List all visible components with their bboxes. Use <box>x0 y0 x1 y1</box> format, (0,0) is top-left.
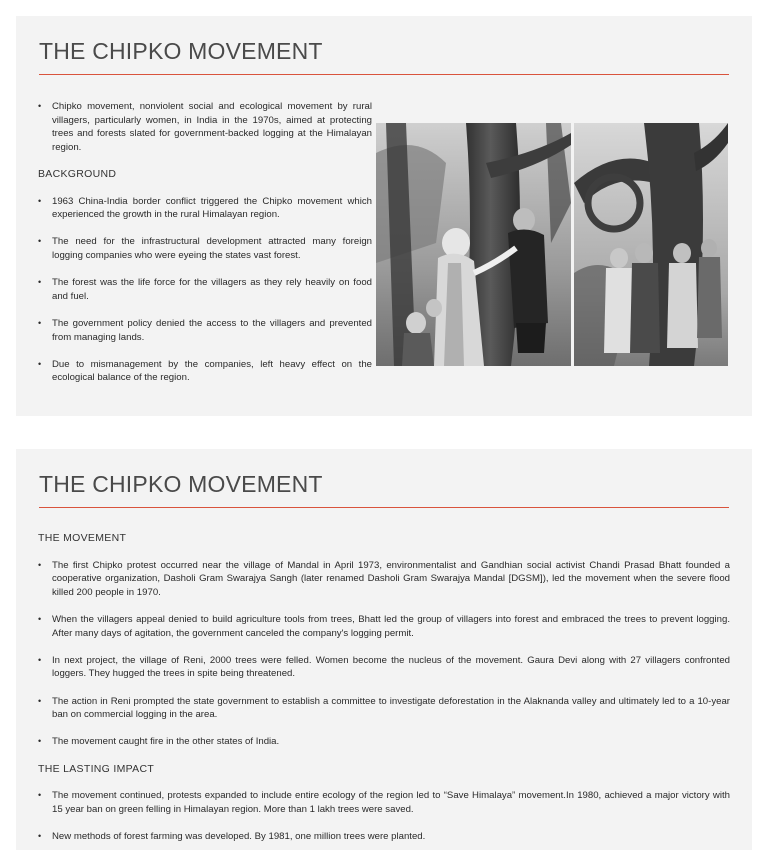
movement-item: • In next project, the village of Reni, 2000 trees were felled. Women become the nucleus of the movement. Gaura Devi along with 27 villagers confronted loggers. They hugged the trees in spite being threatened. <box>38 654 730 681</box>
movement-item: • The first Chipko protest occurred near the village of Mandal in April 1973, environmentalist and Gandhian social activist Chandi Prasad Bhatt founded a cooperative organization, Dasholi Gram Swarajya Sangh (later renamed Dasholi Gram Swarajya Mandal [DGSM]), led the movement when the severe flood killed 200 people in 1970. <box>38 559 730 600</box>
photo-strip <box>376 123 728 366</box>
intro-list <box>38 100 372 154</box>
background-item: • The government policy denied the access to the villagers and prevented from managing lands. <box>38 317 372 344</box>
movement-list <box>38 559 730 749</box>
photo-women-hugging-tree-image <box>376 123 571 366</box>
movement-item: • The action in Reni prompted the state government to establish a committee to investigate deforestation in the Alaknanda valley and ultimately led to a 10-year ban on commercial logging in the area. <box>38 695 730 722</box>
slide-title: THE CHIPKO MOVEMENT <box>39 471 323 497</box>
intro-item: • Chipko movement, nonviolent social and ecological movement by rural villagers, particularly women, in India in the 1970s, aimed at protecting trees and forests slated for government-backed logging at the Himalayan region. <box>38 100 372 154</box>
photo-women-hugging-tree <box>376 123 571 366</box>
slide2-text-column <box>38 532 730 857</box>
slide-chipko-movement-details <box>16 449 752 850</box>
background-item: • Due to mismanagement by the companies, left heavy effect on the ecological balance of the region. <box>38 358 372 385</box>
slide-title: THE CHIPKO MOVEMENT <box>39 38 323 64</box>
impact-list <box>38 789 730 843</box>
movement-heading: THE MOVEMENT <box>38 532 127 544</box>
impact-item: • New methods of forest farming was developed. By 1981, one million trees were planted. <box>38 830 730 844</box>
photo-women-by-large-tree <box>574 123 728 366</box>
movement-item: • When the villagers appeal denied to build agriculture tools from trees, Bhatt led the group of villagers into forest and embraced the trees to prevent logging. After many days of agitation, the government canceled the company's logging permit. <box>38 613 730 640</box>
slide-chipko-intro <box>16 16 752 416</box>
title-underline <box>39 507 729 508</box>
title-underline <box>39 74 729 75</box>
photo-women-by-large-tree-image <box>574 123 728 366</box>
background-item: • 1963 China-India border conflict triggered the Chipko movement which experienced the growth in the rural Himalayan region. <box>38 195 372 222</box>
impact-item: • The movement continued, protests expanded to include entire ecology of the region led to “Save Himalaya” movement.In 1980, achieved a major victory with 15 year ban on green felling in Himalayan region. More than 1 lakh trees were saved. <box>38 789 730 816</box>
slide1-text-column <box>38 100 372 398</box>
impact-heading: THE LASTING IMPACT <box>38 762 155 775</box>
background-item: • The need for the infrastructural development attracted many foreign logging companies who were eyeing the states vast forest. <box>38 235 372 262</box>
background-heading: BACKGROUND <box>38 167 117 180</box>
movement-item: • The movement caught fire in the other states of India. <box>38 735 730 749</box>
background-list <box>38 195 372 385</box>
background-item: • The forest was the life force for the villagers as they rely heavily on food and fuel. <box>38 276 372 303</box>
